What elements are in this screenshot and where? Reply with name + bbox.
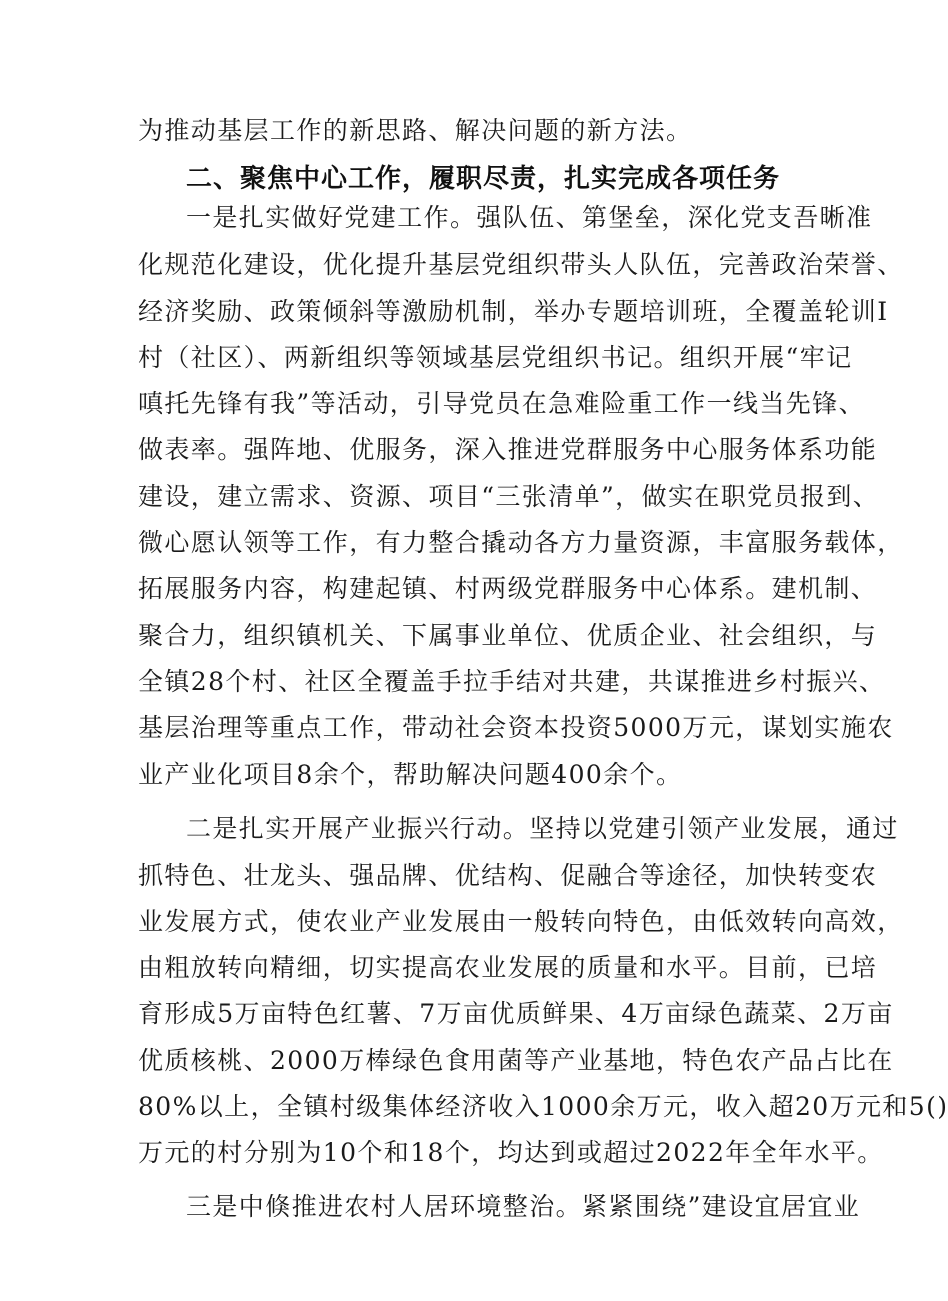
paragraph-line: 抓特色、壮龙头、强品牌、优结构、促融合等途径，加快转变农	[138, 861, 878, 890]
paragraph-line: 基层治理等重点工作，带动社会资本投资5000万元，谋划实施农	[138, 713, 894, 742]
paragraph-line: 建设，建立需求、资源、项目“三张清单”，做实在职党员报到、	[138, 482, 880, 511]
paragraph-line: 微心愿认领等工作，有力整合撬动各方力量资源，丰富服务载体，	[138, 528, 904, 557]
paragraph-line: 拓展服务内容，构建起镇、村两级党群服务中心体系。建机制、	[138, 574, 878, 603]
paragraph-line: 一是扎实做好党建工作。强队伍、第堡垒，深化党支吾晰准	[186, 203, 873, 232]
paragraph-line: 嗔托先锋有我”等活动，引导党员在急难险重工作一线当先锋、	[138, 389, 865, 418]
paragraph-line: 万元的村分别为10个和18个，均达到或超过2022年全年水平。	[138, 1138, 884, 1167]
paragraph-line: 化规范化建设，优化提升基层党组织带头人队伍，完善政治荣誉、	[138, 250, 904, 279]
paragraph-line: 经济奖励、政策倾斜等激励机制，举办专题培训班，全覆盖轮训I	[138, 297, 889, 326]
paragraph-line: 由粗放转向精细，切实提高农业发展的质量和水平。目前，已培	[138, 953, 878, 982]
paragraph-line: 三是中倏推进农村人居环境整治。紧紧围绕”建设宜居宜业	[186, 1192, 861, 1221]
section-heading: 二、聚焦中心工作，履职尽责，扎实完成各项任务	[186, 164, 781, 194]
paragraph-line: 育形成5万亩特色红薯、7万亩优质鲜果、4万亩绿色蔬菜、2万亩	[138, 999, 894, 1028]
paragraph-line: 二是扎实开展产业振兴行动。坚持以党建引领产业发展，通过	[186, 814, 899, 843]
paragraph-line: 全镇28个村、社区全覆盖手拉手结对共建，共谋推进乡村振兴、	[138, 667, 886, 696]
paragraph-line: 做表率。强阵地、优服务，深入推进党群服务中心服务体系功能	[138, 435, 878, 464]
paragraph-line: 聚合力，组织镇机关、下属事业单位、优质企业、社会组织，与	[138, 621, 878, 650]
paragraph-line: 业发展方式，使农业产业发展由一般转向特色，由低效转向高效，	[138, 907, 904, 936]
paragraph-line: 为推动基层工作的新思路、解决问题的新方法。	[138, 116, 693, 145]
paragraph-line: 村（社区）、两新组织等领域基层党组织书记。组织开展“牢记	[138, 343, 853, 372]
paragraph-line: 业产业化项目8余个，帮助解决问题400余个。	[138, 760, 683, 789]
paragraph-line: 优质核桃、2000万棒绿色食用菌等产业基地，特色农产品占比在	[138, 1046, 894, 1075]
paragraph-line: 80%以上，全镇村级集体经济收入1000余万元，收入超20万元和5()	[138, 1092, 948, 1121]
